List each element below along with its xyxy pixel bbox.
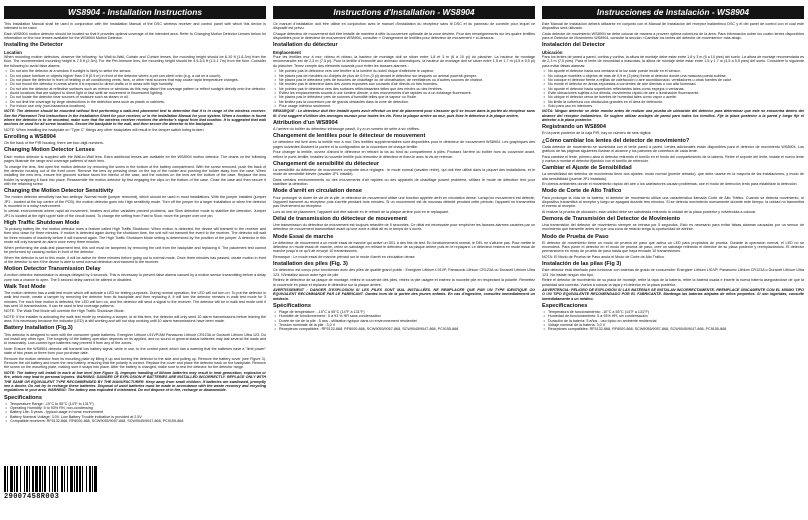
bullet-item: • Voltaje nominal de la batería: 3,0 V: [548, 323, 804, 327]
barcode-bar: [76, 466, 78, 492]
paragraph: Cada detector de movimiento se suministra con el lente pared a pared. Lentes adicionales están disponibles para el detector de movimiento WS8904. Los gráficos de las páginas siguientes ilustran el alcance y los patrones de cobertura de cada lente.: [542, 144, 804, 154]
bullet-item: • Solo para uso en interiores.: [548, 104, 804, 108]
section-heading: Changement de sensibilité du détecteur: [273, 160, 379, 167]
paragraph: Le détecteur de mouvement a un mode essai de marche qui active un DEL à des fins de test. En fonctionnement normal, le DEL ne s'allume pas. Pour mettre le détecteur en mode essai de marche, créez un sabotage en retirant le détecteur de sa plaque arrière puis en le replaçant. Le détecteur restera en mode essai de marche jusqu'à ce qu'il ait envoyé 10 transmissions.: [273, 240, 535, 254]
bullet-item: • Évitez les emplacements soumis à une lumière directe, à des mouvements d'air rapides ou à un éclairage fluorescent.: [279, 91, 535, 95]
paragraph: Pour les lentilles mur à mur, rideau et rideau, la hauteur de montage doit se situer entre 1,8 et 3 m (6 à 10 pi) du plancher. La hauteur de montage recommandée est de 2,3 m (7,5 pi). Pour la lentille d'immunité aux animaux domestiques, la hauteur de montage doit se situer entre 1,5 et 1,7 m (4,5 à 5,5 pi) du plancher. Tenez compte des éléments suivants pour éviter les fausses alarmes :: [273, 54, 535, 68]
paragraph: NOTA: El Modo de Prueba de Paso anula el Modo de Corte de Alto Tráfico.: [542, 254, 665, 259]
barcode-bar: [61, 466, 63, 492]
bullet-item: • Temperature Range: -10°C to 55°C (14°F to 131°F): [10, 402, 266, 406]
section-heading: Installing the Detector: [4, 42, 63, 49]
paragraph: Remarque : Le mode essai de marche prévaut sur le mode d'arrêt en circulation dense.: [273, 254, 416, 259]
section-heading: Installation des piles (Fig. 3): [273, 261, 348, 268]
column-spanish: [542, 6, 804, 514]
paragraph: Para cambiar el lente, primero abra el detector retirando el tornillo en el fondo del compartimiento de la batería. Retire el soporte del lente, instale el nuevo lente y vuelva a montar el detector fijándolo con el tornillo de retención.: [542, 154, 804, 163]
column-body: [4, 22, 266, 423]
section-heading: Mode d'arrêt en circulation dense: [273, 188, 362, 195]
bullet-item: • Récepteurs compatibles : RF5132-868, RF8000-868, SCW9055/9057-868, SCW9045/9047-868, PC9155-868: [279, 327, 535, 331]
section-heading: Registrando un WS8904: [542, 124, 607, 131]
section-heading: High Traffic Shutdown Mode: [4, 219, 80, 226]
barcode-bar: [94, 466, 97, 492]
paragraph: Note: Ensure the WS8904 detector will transmit low battery signal, while in use, to the control panel which has a warning that the batteries have a "limit power" state of two years or three from your purchase date.: [4, 346, 266, 356]
section-heading: Instalación de las pilas (Fig 3): [542, 261, 622, 268]
intro-paragraph: Este Manual de Instalación deberá utilizarse en conjunto con el Manual de Instalación del receptor inalámbrico DSC y el del panel de control con el cual este dispositivo será utilizado.: [542, 22, 804, 31]
paragraph: To change the lens, first open the motion detector by removing the screw in the bottom of the battery compartment. With the screw removed, push the back of the detector housing out of the front cover. Remove the lens by pressing down on the top of the holder and pushing the holder away from the case. When installing the new lens, ensure the grooved surface faces the interior of the case, and the notches on the lens are the bottom of the case. Replace the lens holder by snapping it back into place. Reassemble the motion detector by first engaging the clips on the bottom of the case. Close the case and then secure it with the retaining screw.: [4, 164, 266, 186]
bullet-list: [4, 402, 266, 424]
barcode-bar: [42, 466, 43, 492]
paragraph: When mounting motion detectors, observe the following: for Wall-to-Wall, Curtain and Curtain lenses, the mounting height should be 6-10 ft (1.8-3m) from the floor. The recommended mounting height is 7.5 ft (2.3m). For the Pet-Immune lens, the mounting height should be 4.5-5.5 ft (1.5-1.7m) from the floor. Consider the following to avoid false alarms:: [4, 54, 266, 68]
paragraph: Une transmission du détecteur de mouvement est toujours retardée de 5 secondes. Ce délai est nécessaire pour empêcher les fausses alarmes causées par un détecteur de mouvement transmettant avant qu'une zone à délai ait eu le temps de s'ouvrir.: [273, 223, 535, 232]
bullet-item: • Ne placez pas le détecteur près de sources d'humidité telles que la vapeur ou l'huile.: [279, 95, 535, 99]
bullet-item: • Compatible receivers: RF5132-868, RF8000-868, SCW9055/9057-868, SCW9045/9047-868, PC9155-868: [10, 419, 266, 423]
barcode-bar: [49, 466, 50, 492]
bullet-item: • Plage de température : -10°C à 55°C (14°F à 131°F): [279, 310, 535, 314]
intro-paragraph: Chaque détecteur de mouvement doit être installé de manière à offrir la couverture optimale de la zone désirée. Pour des renseignements sur les quatre lentilles disponibles pour le détecteur de mouvement WS8904, consulter « Changement de lentilles pour détecteur de mouvement » ci-dessous.: [273, 31, 535, 41]
paragraph: NOTE: When installing the backplate on "Type C" fixings any other backplates will result in the tamper switch being broken.: [4, 128, 205, 132]
barcode-bar: [79, 466, 81, 492]
intro-paragraph: This Installation Manual shall be used in conjunction with the Installation Manual of the DSC wireless receiver and control panel with which this device is intended to be used.: [4, 22, 266, 31]
bullet-item: • No apunte el detector hacia una ventana si la luz solar puede incidir en el sensor.: [548, 69, 804, 73]
column-title-banner: Instrucciones de Instalación - WS8904: [542, 6, 804, 19]
paragraph: Le détecteur est livré avec la lentille mur à mur. Des lentilles supplémentaires sont disponibles pour le détecteur de mouvement WS8904. Les graphiques des pages suivantes illustrent la portée et la configuration de la couverture de chaque lentille.: [273, 140, 535, 149]
barcode-bar: [67, 466, 68, 492]
section-heading: Délai de transmission du détecteur de mouvement: [273, 215, 407, 222]
barcode-bar: [39, 466, 41, 492]
barcode-bar: [54, 466, 56, 492]
section-heading: Mode Essai de marche: [273, 233, 334, 240]
paragraph: This detector is designed to work with the consumer grade batteries. Energizer Lithium L91VP/AM Panasonic Lithium CR123A or Duracell Lithium Ultra 123. Do not install any other type. The longevity of the battery operation depends on its applied, and no sound or general status batteries may last several the loads and to reasonably. Low-current type batteries may prevent it from any of the zones.: [4, 332, 266, 346]
paragraph: Remove the motion detector from its mounting plate by lifting it up and turning the detector to the side and pulling up. Remove the battery cover (see Figure 3). Remove the old battery and insert the new battery, ensuring that the polarity is correct. Replace the cover and place the detector back on the backplate. Remove the screw on the mounting plate, making sure it snaps into place. After the battery is changed, make sure to test the detector for the detector range.: [4, 356, 266, 370]
section-heading: Motion Detector Transmission Delay: [4, 266, 101, 273]
bullet-item: • Ne placez pas de meubles ou d'objets de plus de 0,9 m (3 pi) devant le détecteur sur lesquels un animal pourrait grimper.: [279, 74, 535, 78]
barcode-bar: [10, 466, 13, 492]
paragraph: Una transmisión del detector de movimiento siempre se retrasa por 5 segundos. Esto es necesario para evitar falsas alarmas causadas por un sensor de movimiento que transmite antes de que una zona de retardo tenga la oportunidad de abrirse.: [542, 223, 804, 232]
paragraph: To prolong battery life, the motion detector uses a feature called High Traffic Shutdown. When motion is detected, the device will transmit to the receiver and then shut down for three minutes. If motion is detected again during the shutdown time, the unit will not transmit the event to the receiver. The detector will wait for three minutes of inactivity before it will transmit again. The High Traffic Shutdown Mode setting is determined by the position of the jumper. A detector in this mode will only transmit an alarm once every three minutes.: [4, 227, 266, 245]
bullet-item: • Do not locate the detector near sources of moisture such as steam or oil.: [10, 95, 266, 99]
barcode-bar: [29, 466, 30, 492]
bullet-item: • No ubique el detector cerca de fuentes de humedad tales como vapor o aceite.: [548, 95, 804, 99]
bullet-item: • Humedad de funcionamiento: 5 a 93% HR, sin condensación: [548, 314, 804, 318]
barcode-bar: [44, 466, 46, 492]
barcode: [4, 466, 124, 506]
paragraph: À l'arrière du boîtier du détecteur infrarouge passif, il y a un numéro de série à six chiffres.: [273, 127, 420, 132]
paragraph: Al realizar la prueba de ubicación, esta unidad debe ser saboteada retirando la unidad de la placa posterior y volviéndola a colocar.: [542, 209, 757, 214]
intro-paragraph: Ce manuel d'installation doit être utilisé en conjonction avec le manuel d'installation du récepteur sans fil DSC et du panneau de contrôle pour lequel ce dispositif est prévu.: [273, 22, 535, 31]
paragraph: In certain environments where rapid air movement, heaters and other variables prevent problems, use Slow detection mode to stabilize the detection. Jumper JP1 is located at the right upper side of the circuit board. To change the setting from Fast to Slow, move the jumper over one pin.: [4, 209, 266, 218]
bullet-item: • Do not place furniture or objects higher than 3 ft (0.9 m) in front of the detector where a pet can climb onto (e.g. a cat on a couch).: [10, 74, 266, 78]
paragraph: Pour prolonger la durée de vie de la pile, le détecteur de mouvement utilise une fonction appelée arrêt en circulation dense. Lorsqu'un mouvement est détecté, l'appareil transmet au récepteur puis s'arrête pendant trois minutes. Si un mouvement est de nouveau détecté pendant cette période, l'appareil ne transmettra pas l'événement au récepteur.: [273, 195, 535, 209]
bullet-list: [273, 69, 535, 108]
subsection-heading: Ubicación: [542, 49, 563, 55]
barcode-bar: [16, 466, 18, 492]
paragraph: Each motion detector is supplied with the Wall-to-Wall lens. Extra additional lenses are available for the WS8904 motion detector. The charts on the following pages illustrate the range and coverage patterns of each lens.: [4, 154, 266, 163]
paragraph: En la parte posterior de la caja PIR, hay un número de seis dígitos.: [542, 131, 652, 136]
section-heading: Especificaciones: [542, 302, 588, 309]
intro-paragraph: Each WS8904 motion detector should be located so that it provides optimal coverage of the intended area. Refer to Changing Motion Detector Lenses below for information on the four lenses available for the WS8904 Motion Detector.: [4, 31, 266, 41]
section-heading: Battery Installation (Fig.3): [4, 325, 73, 332]
section-heading: Changing Motion Detector Lenses: [4, 147, 95, 154]
barcode-bar: [32, 466, 34, 492]
column-body: [273, 22, 535, 332]
bullet-item: • No limite la cobertura con obstáculos grandes en el área de detección.: [548, 100, 804, 104]
bullet-list: [542, 69, 804, 108]
paragraph: La sensibilité du détecteur de mouvement comporte deux réglages : le mode normal (cavalier retiré), qui doit être utilisé dans la plupart des installations, et le mode de sensibilité élevée (cavalier JP1 installé).: [273, 167, 535, 177]
barcode-number: 29007458R003: [4, 493, 60, 501]
bullet-item: • Do not aim the detector at reflective surfaces such as mirrors or windows as this may distort the coverage pattern or reflect sunlight directly onto the detector.: [10, 87, 266, 91]
column-french: [273, 6, 535, 514]
paragraph: On the back of the PIR housing, there are four-digit numbers.: [4, 141, 104, 146]
bullet-item: • Do not place the detector in front of heating or air conditioning vents, fans, or other heat sources that may cause rapid temperature changes.: [10, 78, 266, 82]
paragraph: Retire el detector de movimiento de su placa de montaje, retire la tapa de la batería, retire la batería usada e inserte la nueva batería asegurándose de que la polaridad sea correcta. Vuelva a colocar la tapa y el detector en la placa posterior.: [542, 278, 804, 287]
note-paragraph: NOTE: The detector should be mounted without first performing a walk-test placement test to determine that it is in range of the wireless receiver. See the Placement Test instructions in the Installation Sheet for your receiver, or in the Installation Manual for your system. When a location is found where the detector is to be mounted, make sure that the wireless receiver receives the detector's signal from that location. It is suggested that wall anchors be used for all screw locations. Secure the backplate to the wall, and then secure the detector to the backplate.: [4, 109, 266, 127]
subsection-heading: Emplacement: [273, 49, 301, 55]
bullet-item: • Evite ubicaciones sujetas a luz directa, movimiento rápido de aire o iluminación fluorescente.: [548, 91, 804, 95]
bullet-item: • Ne montez pas le détecteur dans des zones exposées aux courants d'air directs ou très humides.: [279, 82, 535, 86]
barcode-bar: [86, 466, 87, 492]
bullet-item: • Battery Nominal Voltage: 3.0V. Low Battery Trouble indication is provided at 2.5V: [10, 415, 266, 419]
bullet-item: • Ne pointez pas le détecteur vers une fenêtre si la lumière du soleil risque d'atteindre le capteur.: [279, 69, 535, 73]
subsection-heading: Location: [4, 49, 22, 55]
text-block: [542, 22, 804, 332]
bullet-item: • Temperatura de funcionamiento: -10°C a 55°C (14°F a 131°F): [548, 310, 804, 314]
paragraph: Dans certains environnements où des mouvements d'air rapides ou des appareils de chauffage posent problème, utilisez le mode de détection lent pour stabiliser la détection.: [273, 177, 535, 187]
paragraph: Lors du test de placement, l'appareil doit être saboté en le retirant de la plaque arrière puis en le replaquant.: [273, 209, 450, 214]
bullet-item: • For indoor use only (non-hazardous locations).: [10, 104, 266, 108]
bullet-item: • No apunte el detector hacia superficies reflectantes tales como espejos o ventanas.: [548, 87, 804, 91]
paragraph: When performing the walk-test placement test, this unit must be tampered by removing the unit from the backplate and replacing it. The placement test cannot be performed by causing motion in front of the detector.: [4, 245, 266, 255]
bullet-item: • Duración de la batería: 5 años - uso típico en ambiente residencial: [548, 319, 804, 323]
bullet-item: • Tension nominale de la pile : 3,0 V: [279, 323, 535, 327]
barcode-bar: [35, 466, 38, 492]
note-paragraph: NOTE: The battery will install to work at low level (see Figure 3). Improper handling of lithium batteries may result in heat generation, explosion or fire, which may lead to personal injuries. WARNING: DANGER OF EXPLOSION IF BATTERIES ARE INSTALLED INCORRECTLY. REPLACE ONLY WITH THE SAME OR EQUIVALENT TYPE RECOMMENDED BY THE MANUFACTURER. Keep away from small children. If batteries are swallowed, promptly see a doctor. Do not try to recharge these batteries. Disposal of used batteries must be made in accordance with the waste recovery and recycling regulations in your area. WARNING: The battery was exploded if mistreated. Do not dispose of in fire, recharge or disassemble.: [4, 370, 266, 393]
section-heading: Modo de Corte de Alto Tráfico: [542, 188, 622, 195]
barcode-bar: [64, 466, 65, 492]
barcode-bar: [7, 466, 8, 492]
section-heading: Attribution d'un WS8904: [273, 119, 338, 126]
barcode-bar: [52, 466, 53, 492]
bullet-item: • Avoid locations that are subject to direct light or fast swift air movement or fluorescent lighting.: [10, 91, 266, 95]
paragraph: When the detector is set to this mode, it will be active for three minutes before going out to normal mode. Once three minutes has passed, create motion in front of the detector to see if the device is able to send normal detection and transmit to the receiver.: [4, 255, 266, 264]
paragraph: Para los lentes de pared a pared, cortina y cortina, la altura de montaje debe estar entre 1,8 y 3 m (6 a 10 pies) del suelo. La altura de montaje recomendada es de 2,3 m (7,5 pies). Para el lente de inmunidad a mascotas, la altura de montaje debe estar entre 1,5 y 1,7 m (4,5 a 5,5 pies) del suelo. Considere lo siguiente para evitar falsas alarmas:: [542, 54, 804, 68]
bullet-item: • Do not limit the coverage by large obstructions in the detection area such as plants or cabinets.: [10, 100, 266, 104]
section-heading: Walk Test Mode: [4, 283, 46, 290]
barcode-bar: [20, 466, 21, 492]
section-heading: Changement de lentilles pour le détecteur de mouvement: [273, 133, 426, 140]
note-paragraph: AVERTISSEMENT : DANGER D'EXPLOSION SI LES PILES SONT MAL INSTALLÉES. NE REMPLACER QUE PAR UN TYPE IDENTIQUE OU ÉQUIVALENT RECOMMANDÉ PAR LE FABRICANT. Gardez hors de la portée des jeunes enfants. En cas d'ingestion, consultez immédiatement un médecin.: [273, 288, 535, 301]
bullet-list: [273, 310, 535, 332]
bullet-item: • Operating Humidity: 5 to 93% RH, non-condensing: [10, 406, 266, 410]
column-title-banner: Instructions d'Installation - WS8904: [273, 6, 535, 19]
paragraph: The motion detector sensitivity has two settings: Normal mode (jumper removed), which should be used in most installations. With the jumper installed (jumper JP1 - located at the top centre of the PCB), the motion detector goes into High sensitivity mode. Turn off the jumper for a larger installation or when the detector is mounted in a noisy environment.: [4, 195, 266, 208]
bullet-item: • Do not aim the detector at a window if sunlight is likely to strike the sensor.: [10, 69, 266, 73]
bullet-item: • Pour usage intérieur seulement.: [279, 104, 535, 108]
bullet-item: • No monte el detector en áreas expuestas a corrientes de aire directas o con alta humedad.: [548, 82, 804, 86]
section-heading: Spécifications: [273, 302, 311, 309]
section-heading: Cambiar el Ajuste de Sensibilidad: [542, 165, 632, 172]
barcode-bar: [57, 466, 58, 492]
bullet-item: • Do not mount the detector in areas where it is exposed to direct drafts or in areas with high humidity.: [10, 82, 266, 86]
section-heading: ¿Cómo cambiar los lentes del detector de movimiento?: [542, 137, 690, 144]
paragraph: NOTE: The Walk Test Mode will override the High Traffic Shutdown Mode.: [4, 309, 125, 314]
barcode-bar: [89, 466, 91, 492]
barcode-bar: [82, 466, 83, 492]
note-paragraph: REMARQUE : Le détecteur doit être installé après avoir effectué un test de placement pour s'assurer qu'il se trouve dans la portée du récepteur sans fil. Il est suggéré d'utiliser des ancrages muraux pour toutes les vis. Fixez la plaque arrière au mur, puis fixez le détecteur à la plaque arrière.: [273, 109, 535, 118]
section-heading: Modo de Prueba de Paso: [542, 233, 609, 240]
paragraph: Este detector está diseñado para funcionar con baterías de grado de consumidor: Energizer Lithium L91VP, Panasonic Lithium CR123A o Duracell Lithium Ultra 123. No instale ningún otro tipo.: [542, 268, 804, 277]
bullet-item: • Ne placez pas le détecteur près de bouches de chauffage ou de climatisation, de ventilateurs ou d'autres sources de chaleur.: [279, 78, 535, 82]
bullet-item: • No coloque el detector frente a rejillas de calefacción o aire acondicionado, ventiladores u otras fuentes de calor.: [548, 78, 804, 82]
bullet-item: • No coloque muebles u objetos de más de 0,9 m (3 pies) frente al detector donde una mascota pueda subirse.: [548, 74, 804, 78]
column-title-banner: WS8904 - Installation Instructions: [4, 6, 266, 19]
paragraph: NOTE: If the installer is activating the walk test mode by restoring a tamper, or at this time, the detector will only send 10 alarm transmissions before leaving the area. It is necessary because the indicator (LED) is still working and will not stop working until 10 alarm transmissions have been made.: [4, 315, 266, 324]
barcode-bar: [4, 466, 6, 492]
paragraph: Ce détecteur est conçu pour fonctionner avec des piles de qualité grand public : Energizer Lithium L91VP, Panasonic Lithium CR123A ou Duracell Lithium Ultra 123. N'installez aucun autre type de pile.: [273, 268, 535, 277]
bullet-list: [542, 310, 804, 332]
paragraph: El detector de movimiento tiene un modo de prueba de paso que activa un LED para propósitos de prueba. Durante la operación normal, el LED no se encenderá. Para poner el detector en el modo de prueba de paso, cree un sabotaje retirando el detector de su placa posterior y reemplazándolo. El detector permanecerá en modo de prueba de paso hasta que haya enviado 10 transmisiones.: [542, 240, 804, 254]
section-heading: Installation du détecteur: [273, 42, 338, 49]
section-heading: Changing the Motion Detector Sensitivity: [4, 188, 114, 195]
paragraph: A motion detector transmission is always delayed by 5 seconds. This is necessary to prevent false alarms caused by a motion sensor transmitting before a delay zone has a chance to open. The 5 second delay cannot be altered or disabled.: [4, 273, 266, 282]
section-heading: Demora de Transmisión del Detector de Movimiento: [542, 215, 681, 222]
paragraph: La sensibilidad del detector de movimiento tiene dos ajustes: modo normal (puente retirado), que debe usarse en la mayoría de las instalaciones, y modo de alta sensibilidad (puente JP1 instalado).: [542, 172, 804, 181]
column-body: [542, 22, 804, 332]
barcode-bar: [92, 466, 93, 492]
section-heading: Enrolling a WS8904: [4, 134, 56, 141]
paragraph: Pour changer la lentille, ouvrez d'abord le détecteur en retirant la vis au fond du compartiment à piles. Poussez l'arrière du boîtier hors du couvercle avant, retirez le porte-lentille, installez la nouvelle lentille puis remontez le détecteur et fixez-le avec la vis de retenue.: [273, 150, 535, 159]
section-heading: Specifications: [4, 394, 42, 401]
intro-paragraph: Cada detector de movimiento WS8904 se debe colocar de manera a proveer óptima cobertura de la área. Para información sobre los cuatro lentes disponibles para el Detector de Movimiento WS8904, consulte la sección «Cambiar los lentes del detector de movimiento» más abajo.: [542, 31, 804, 41]
note-paragraph: NOTA: Ningun detector se debe montar antes de realizar una prueba de ubicación del detector para determinar que este se encuentra dentro del alcance del receptor inalámbrico. Se sugiere utilizar anclajes de pared para todos los tornillos. Fije la placa posterior a la pared y luego fije el detector a la placa posterior.: [542, 109, 804, 123]
barcode-bar: [74, 466, 75, 492]
bullet-item: • Ne pointez pas le détecteur vers des surfaces réfléchissantes telles que des miroirs ou des fenêtres.: [279, 87, 535, 91]
barcode-bar: [26, 466, 28, 492]
barcode-bar: [70, 466, 73, 492]
paragraph: The motion detector has a walk test mode which will activate a LED for testing purposes. During normal operation, the LED will not turn on. To put the detector in walk test mode, create a tamper by removing the detector from its backplate and then replacing it. It will turn the detector remains in walk test mode for 3 minutes. For each time motion is detected, the LED will turn on, and the detector will send a signal to the receiver. The detector will be in walk test mode until it has sent 10 transmissions. It can be used to test coverage patterns.: [4, 290, 266, 308]
bullet-item: • Durée de vie de la pile : 5 ans - utilisation typique dans un environnement résidentiel: [279, 319, 535, 323]
bullet-item: • Humidité de fonctionnement : 5 à 93 % HR sans condensation: [279, 314, 535, 318]
section-heading: Instalación del Detector: [542, 42, 606, 49]
barcode-bars: [4, 466, 122, 492]
paragraph: Retirez le détecteur de sa plaque de montage, retirez le couvercle des piles, retirez la pile usagée et insérez la nouvelle pile en respectant la polarité. Remettez le couvercle en place et replacez le détecteur sur la plaque arrière.: [273, 278, 535, 287]
column-english: [4, 6, 266, 514]
barcode-bar: [14, 466, 15, 492]
bullet-list: [4, 69, 266, 108]
bullet-item: • Receptores compatibles: RF5132-868, RF8000-868, SCW9055/9057-868, SCW9045/9047-868, PC9155-868: [548, 327, 804, 331]
paragraph: Para prolongar la vida de la batería, el detector de movimiento utiliza una característica llamada Corte de Alto Tráfico. Cuando se detecta movimiento, el dispositivo transmitirá al receptor y luego se apagará durante tres minutos. Si se detecta movimiento nuevamente durante este tiempo, la unidad no transmitirá el evento al receptor.: [542, 195, 804, 209]
bullet-item: • Battery Life: 5 years - typical usage in home environment: [10, 410, 266, 414]
text-block: [273, 22, 535, 332]
text-block: [4, 22, 266, 423]
note-paragraph: ADVERTENCIA: PELIGRO DE EXPLOSIÓN SI LAS BATERÍAS SE INSTALAN INCORRECTAMENTE. REEMPLACE ÚNICAMENTE CON EL MISMO TIPO O UN TIPO EQUIVALENTE RECOMENDADO POR EL FABRICANTE. Mantenga las baterías alejadas de niños pequeños. Si son ingeridas, consulte inmediatamente a un médico.: [542, 288, 804, 301]
barcode-bar: [24, 466, 25, 492]
paragraph: En ciertos ambientes donde el movimiento rápido del aire o los calefactores causan problemas, use el modo de detección lento para estabilizar la detección.: [542, 182, 798, 187]
bullet-item: • Ne limitez pas la couverture par de grands obstacles dans la zone de détection.: [279, 100, 535, 104]
